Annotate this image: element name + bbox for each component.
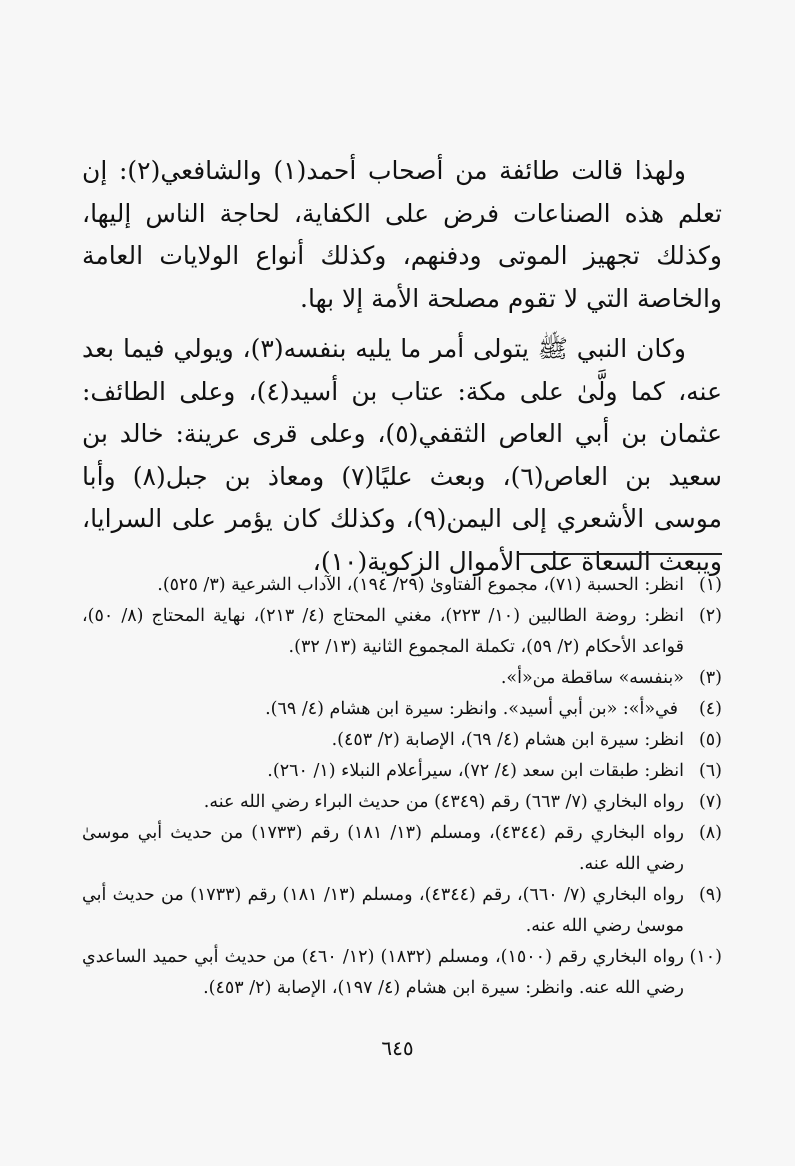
footnote-number: (١): [698, 575, 722, 595]
footnote-separator: [517, 553, 722, 555]
footnote-text: رواه البخاري رقم (٤٣٤٤)، ومسلم (١٣/ ١٨١) رقم (١٧٣٣) من حديث أبي موسىٰ رضي الله عنه.: [82, 823, 684, 874]
footnote-number: (٧): [698, 792, 722, 812]
footnote-8: [82, 818, 722, 880]
footnote-number: (١٠): [689, 947, 722, 967]
footnote-text: رواه البخاري رقم (١٥٠٠)، ومسلم (١٨٣٢) (١٢/ ٤٦٠) من حديث أبي حميد الساعدي رضي الله عنه. وانظر: سيرة ابن هشام (٤/ ١٩٧)، الإصابة (٢/ ٤٥٣).: [82, 947, 685, 998]
footnote-number: (٣): [698, 668, 722, 688]
footnote-number: (٦): [698, 761, 722, 781]
footnote-text: انظر: الحسبة (٧١)، مجموع الفتاوىٰ (٢٩/ ١٩٤)، الآداب الشرعية (٣/ ٥٢٥).: [157, 575, 684, 595]
footnote-5: [82, 725, 722, 756]
footnote-number: (٥): [698, 730, 722, 750]
footnote-4: [82, 694, 722, 725]
footnote-6: [82, 756, 722, 787]
footnote-text: «بنفسه» ساقطة من«أ».: [500, 668, 684, 688]
footnote-number: (٩): [698, 885, 722, 905]
main-text-block-1: [82, 150, 722, 320]
footnote-text: رواه البخاري (٧/ ٦٦٠)، رقم (٤٣٤٤)، ومسلم (١٣/ ١٨١) رقم (١٧٣٣) من حديث أبي موسىٰ رضي الله عنه.: [82, 885, 684, 936]
footnote-2: [82, 601, 722, 663]
footnote-10: [82, 942, 722, 1004]
footnotes-section: [82, 570, 722, 1004]
footnote-text: رواه البخاري (٧/ ٦٦٣) رقم (٤٣٤٩) من حديث البراء رضي الله عنه.: [203, 792, 684, 812]
page-number: ٦٤٥: [381, 1036, 414, 1060]
paragraph-1: ولهذا قالت طائفة من أصحاب أحمد(١) والشافعي(٢): إن تعلم هذه الصناعات فرض على الكفاية، لحاجة الناس إليها، وكذلك تجهيز الموتى ودفنهم، وكذلك أنواع الولايات العامة والخاصة التي لا تقوم مصلحة الأمة إلا بها.: [82, 156, 722, 313]
footnote-number: (٤): [698, 699, 722, 719]
footnote-text: انظر: سيرة ابن هشام (٤/ ٦٩)، الإصابة (٢/ ٤٥٣).: [331, 730, 684, 750]
paragraph-2: وكان النبي ﷺ يتولى أمر ما يليه بنفسه(٣)، ويولي فيما بعد عنه، كما ولَّىٰ على مكة: عتاب بن أسيد(٤)، وعلى الطائف: عثمان بن أبي العاص الثقفي(٥)، وعلى قرى عرينة: خالد بن سعيد بن العاص(٦)، وبعث عليًا(٧) ومعاذ بن جبل(٨) وأبا موسى الأشعري إلى اليمن(٩)، وكذلك كان يؤمر على السرايا، ويبعث السعاة على الأموال الزكوية(١٠)،: [82, 334, 723, 576]
footnote-7: [82, 787, 722, 818]
main-text-block-2: [82, 328, 722, 583]
footnote-9: [82, 880, 722, 942]
footnote-number: (٢): [698, 606, 722, 626]
footnote-text: انظر: طبقات ابن سعد (٤/ ٧٢)، سيرأعلام النبلاء (١/ ٢٦٠).: [267, 761, 684, 781]
footnote-text: انظر: روضة الطالبين (١٠/ ٢٢٣)، مغني المحتاج (٤/ ٢١٣)، نهاية المحتاج (٨/ ٥٠)، قواعد الأحكام (٢/ ٥٩)، تكملة المجموع الثانية (١٣/ ٣٢).: [82, 606, 684, 657]
footnote-text: في«أ»: «بن أبي أسيد». وانظر: سيرة ابن هشام (٤/ ٦٩).: [265, 699, 678, 719]
footnote-number: (٨): [698, 823, 722, 843]
footnote-1: [82, 570, 722, 601]
footnote-3: [82, 663, 722, 694]
